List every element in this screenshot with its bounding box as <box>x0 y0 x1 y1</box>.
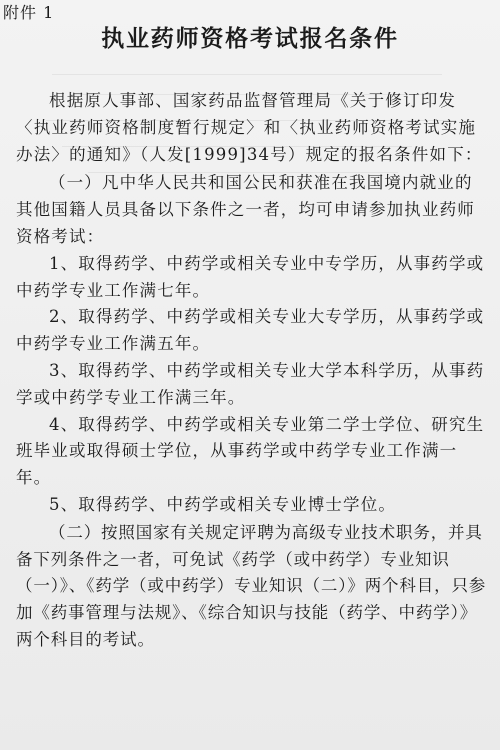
document-title: 执业药师资格考试报名条件 <box>101 25 399 52</box>
condition-section-one: （一）凡中华人民共和国公民和获准在我国境内就业的其他国籍人员具备以下条件之一者，均可申请参加执业药师资格考试： <box>16 173 475 246</box>
condition-item-1: 1、取得药学、中药学或相关专业中专学历，从事药学或中药学专业工作满七年。 <box>16 253 485 300</box>
annex-label: 附件 1 <box>3 3 55 22</box>
condition-item-4: 4、取得药学、中药学或相关专业第二学士学位、研究生班毕业或取得硕士学位，从事药学或中药学专业工作满一年。 <box>16 414 485 488</box>
document-body <box>16 88 488 654</box>
condition-item-3: 3、取得药学、中药学或相关专业大学本科学历，从事药学或中药学专业工作满三年。 <box>16 360 485 407</box>
condition-section-two: （二）按照国家有关规定评聘为高级专业技术职务，并具备下列条件之一者，可免试《药学（或中药学）专业知识（一）》、《药学（或中药学）专业知识（二）》两个科目，只参加《药事管理与法规》、《综合知识与技能（药学、中药学）》两个科目的考试。 <box>16 522 487 649</box>
condition-item-5: 5、取得药学、中药学或相关专业博士学位。 <box>49 494 396 514</box>
condition-item-2: 2、取得药学、中药学或相关专业大专学历，从事药学或中药学专业工作满五年。 <box>16 307 485 354</box>
intro-paragraph: 根据原人事部、国家药品监督管理局《关于修订印发〈执业药师资格制度暂行规定〉和〈执业药师资格考试实施办法〉的通知》（人发[1999]34号）规定的报名条件如下： <box>16 91 483 164</box>
